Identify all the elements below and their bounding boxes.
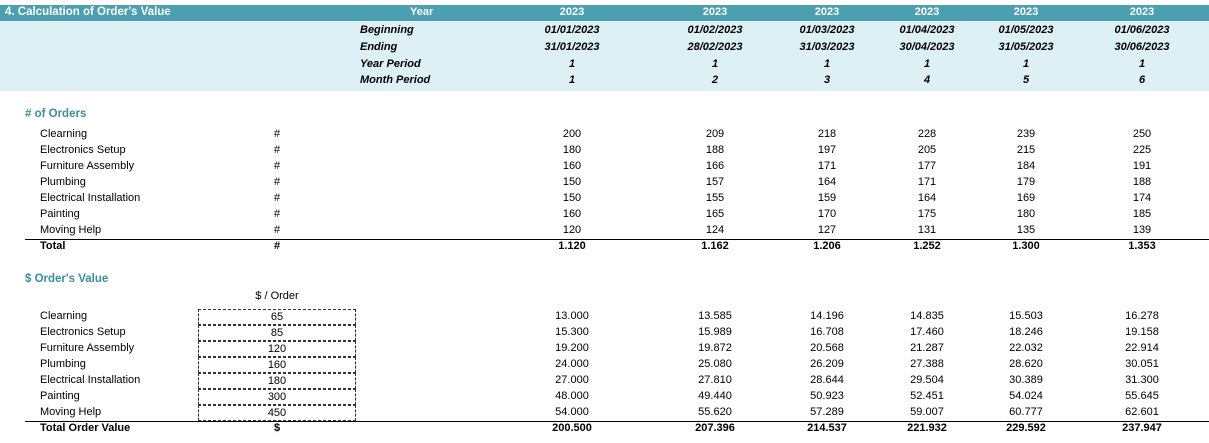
orders-value-cell: 215 bbox=[1016, 144, 1036, 156]
value-row-label: Furniture Assembly bbox=[40, 342, 135, 354]
header-label-year: Year bbox=[410, 6, 434, 18]
orders-value-cell: 197 bbox=[817, 144, 837, 156]
orders-value-cell: 131 bbox=[917, 224, 937, 236]
value-cell: 26.209 bbox=[810, 358, 844, 370]
orders-value-cell: 228 bbox=[917, 128, 937, 140]
orders-value-cell: 250 bbox=[1132, 128, 1152, 140]
value-cell: 27.810 bbox=[698, 374, 732, 386]
orders-value-cell: 170 bbox=[817, 208, 837, 220]
orders-row-label: Moving Help bbox=[40, 224, 102, 236]
orders-value-cell: 185 bbox=[1132, 208, 1152, 220]
orders-value-cell: 184 bbox=[1016, 160, 1036, 172]
value-cell: 28.620 bbox=[1009, 358, 1043, 370]
value-row-label: Electronics Setup bbox=[40, 326, 126, 338]
orders-value-cell: 159 bbox=[817, 192, 837, 204]
header-beginning-cell: 01/03/2023 bbox=[799, 24, 855, 36]
orders-row-label: Electrical Installation bbox=[40, 192, 141, 204]
orders-value-cell: 179 bbox=[1016, 176, 1036, 188]
orders-value-cell: 169 bbox=[1016, 192, 1036, 204]
header-ending-cell: 31/03/2023 bbox=[799, 41, 855, 53]
value-total-cell: 200.500 bbox=[552, 422, 592, 434]
value-total-unit: $ bbox=[273, 422, 281, 434]
header-beginning-cell: 01/05/2023 bbox=[998, 24, 1054, 36]
value-cell: 13.585 bbox=[698, 310, 732, 322]
header-label-year-period: Year Period bbox=[360, 58, 421, 70]
value-row-label: Clearning bbox=[40, 310, 88, 322]
orders-value-cell: 120 bbox=[562, 224, 582, 236]
orders-value-cell: 218 bbox=[817, 128, 837, 140]
value-cell: 14.835 bbox=[910, 310, 944, 322]
orders-row-unit: # bbox=[273, 192, 281, 204]
header-year-cell: 2023 bbox=[914, 6, 940, 18]
value-cell: 54.024 bbox=[1009, 390, 1043, 402]
header-year-cell: 2023 bbox=[702, 6, 728, 18]
header-beginning-cell: 01/04/2023 bbox=[899, 24, 955, 36]
orders-value-cell: 188 bbox=[1132, 176, 1152, 188]
price-header: $ / Order bbox=[255, 290, 299, 302]
orders-total-cell: 1.300 bbox=[1012, 240, 1040, 252]
value-row-label: Electrical Installation bbox=[40, 374, 141, 386]
sheet-title: 4. Calculation of Order's Value bbox=[5, 6, 171, 18]
header-year-period-cell: 1 bbox=[1138, 58, 1146, 70]
orders-total-cell: 1.120 bbox=[558, 240, 586, 252]
orders-total-cell: 1.252 bbox=[913, 240, 941, 252]
value-cell: 30.389 bbox=[1009, 374, 1043, 386]
value-cell: 17.460 bbox=[910, 326, 944, 338]
header-month-period-cell: 4 bbox=[923, 74, 931, 86]
header-label-month-period: Month Period bbox=[360, 74, 431, 86]
value-cell: 59.007 bbox=[910, 406, 944, 418]
header-year-period-cell: 1 bbox=[1022, 58, 1030, 70]
value-cell: 14.196 bbox=[810, 310, 844, 322]
value-cell: 52.451 bbox=[910, 390, 944, 402]
header-year-period-cell: 1 bbox=[823, 58, 831, 70]
header-year-cell: 2023 bbox=[1013, 6, 1039, 18]
header-ending-cell: 31/01/2023 bbox=[544, 41, 600, 53]
value-cell: 27.388 bbox=[910, 358, 944, 370]
header-year-cell: 2023 bbox=[1129, 6, 1155, 18]
value-cell: 29.504 bbox=[910, 374, 944, 386]
header-beginning-cell: 01/01/2023 bbox=[544, 24, 600, 36]
value-cell: 24.000 bbox=[555, 358, 589, 370]
orders-value-cell: 127 bbox=[817, 224, 837, 236]
value-row-label: Painting bbox=[40, 390, 80, 402]
value-cell: 22.032 bbox=[1009, 342, 1043, 354]
orders-value-cell: 160 bbox=[562, 208, 582, 220]
value-row-label: Plumbing bbox=[40, 358, 86, 370]
value-cell: 54.000 bbox=[555, 406, 589, 418]
orders-value-cell: 171 bbox=[917, 176, 937, 188]
value-total-cell: 229.592 bbox=[1006, 422, 1046, 434]
header-ending-cell: 30/04/2023 bbox=[899, 41, 955, 53]
orders-value-cell: 205 bbox=[917, 144, 937, 156]
orders-value-cell: 200 bbox=[562, 128, 582, 140]
value-cell: 49.440 bbox=[698, 390, 732, 402]
orders-row-label: Plumbing bbox=[40, 176, 86, 188]
value-cell: 55.645 bbox=[1125, 390, 1159, 402]
header-year-period-cell: 1 bbox=[711, 58, 719, 70]
value-cell: 57.289 bbox=[810, 406, 844, 418]
value-cell: 15.503 bbox=[1009, 310, 1043, 322]
orders-total-cell: 1.206 bbox=[813, 240, 841, 252]
orders-value-cell: 209 bbox=[705, 128, 725, 140]
value-cell: 19.872 bbox=[698, 342, 732, 354]
value-cell: 31.300 bbox=[1125, 374, 1159, 386]
orders-value-cell: 124 bbox=[705, 224, 725, 236]
header-beginning-cell: 01/02/2023 bbox=[687, 24, 743, 36]
orders-value-cell: 180 bbox=[562, 144, 582, 156]
value-cell: 19.158 bbox=[1125, 326, 1159, 338]
header-ending-cell: 31/05/2023 bbox=[998, 41, 1054, 53]
orders-row-unit: # bbox=[273, 176, 281, 188]
value-cell: 27.000 bbox=[555, 374, 589, 386]
orders-row-label: Furniture Assembly bbox=[40, 160, 135, 172]
value-cell: 48.000 bbox=[555, 390, 589, 402]
orders-value-cell: 150 bbox=[562, 192, 582, 204]
header-beginning-cell: 01/06/2023 bbox=[1114, 24, 1170, 36]
orders-value-cell: 164 bbox=[817, 176, 837, 188]
price-input[interactable]: 65 bbox=[198, 309, 356, 325]
value-cell: 60.777 bbox=[1009, 406, 1043, 418]
value-cell: 15.989 bbox=[698, 326, 732, 338]
value-cell: 50.923 bbox=[810, 390, 844, 402]
orders-value-cell: 171 bbox=[817, 160, 837, 172]
value-cell: 25.080 bbox=[698, 358, 732, 370]
header-year-cell: 2023 bbox=[559, 6, 585, 18]
orders-value-cell: 155 bbox=[705, 192, 725, 204]
header-year-period-cell: 1 bbox=[923, 58, 931, 70]
value-cell: 16.278 bbox=[1125, 310, 1159, 322]
value-cell: 19.200 bbox=[555, 342, 589, 354]
price-input[interactable]: 450 bbox=[198, 405, 356, 421]
value-cell: 20.568 bbox=[810, 342, 844, 354]
orders-value-cell: 175 bbox=[917, 208, 937, 220]
orders-value-cell: 180 bbox=[1016, 208, 1036, 220]
header-label-beginning: Beginning bbox=[360, 24, 414, 36]
value-cell: 22.914 bbox=[1125, 342, 1159, 354]
value-cell: 13.000 bbox=[555, 310, 589, 322]
value-total-cell: 207.396 bbox=[695, 422, 735, 434]
orders-total-label: Total bbox=[40, 240, 66, 252]
orders-value-cell: 166 bbox=[705, 160, 725, 172]
orders-value-cell: 225 bbox=[1132, 144, 1152, 156]
orders-total-cell: 1.162 bbox=[701, 240, 729, 252]
value-cell: 62.601 bbox=[1125, 406, 1159, 418]
orders-row-unit: # bbox=[273, 224, 281, 236]
orders-value-cell: 157 bbox=[705, 176, 725, 188]
value-cell: 15.300 bbox=[555, 326, 589, 338]
value-total-cell: 221.932 bbox=[907, 422, 947, 434]
orders-total-unit: # bbox=[273, 240, 281, 252]
orders-value-cell: 160 bbox=[562, 160, 582, 172]
orders-value-cell: 191 bbox=[1132, 160, 1152, 172]
header-ending-cell: 30/06/2023 bbox=[1114, 41, 1170, 53]
orders-row-unit: # bbox=[273, 208, 281, 220]
header-year-cell: 2023 bbox=[814, 6, 840, 18]
header-month-period-cell: 2 bbox=[711, 74, 719, 86]
orders-total-cell: 1.353 bbox=[1128, 240, 1156, 252]
orders-row-label: Painting bbox=[40, 208, 80, 220]
value-row-label: Moving Help bbox=[40, 406, 102, 418]
value-cell: 55.620 bbox=[698, 406, 732, 418]
header-year-period-cell: 1 bbox=[568, 58, 576, 70]
value-cell: 28.644 bbox=[810, 374, 844, 386]
orders-value-cell: 174 bbox=[1132, 192, 1152, 204]
orders-row-unit: # bbox=[273, 144, 281, 156]
orders-value-cell: 239 bbox=[1016, 128, 1036, 140]
header-month-period-cell: 5 bbox=[1022, 74, 1030, 86]
value-total-label: Total Order Value bbox=[40, 422, 131, 434]
orders-value-cell: 188 bbox=[705, 144, 725, 156]
section-title-value: $ Order's Value bbox=[25, 273, 109, 285]
price-input[interactable]: 160 bbox=[198, 357, 356, 373]
price-input[interactable]: 120 bbox=[198, 341, 356, 357]
orders-value-cell: 135 bbox=[1016, 224, 1036, 236]
value-cell: 30.051 bbox=[1125, 358, 1159, 370]
header-label-ending: Ending bbox=[360, 41, 398, 53]
value-total-cell: 237.947 bbox=[1122, 422, 1162, 434]
value-cell: 21.287 bbox=[910, 342, 944, 354]
value-total-cell: 214.537 bbox=[807, 422, 847, 434]
value-cell: 16.708 bbox=[810, 326, 844, 338]
orders-value-cell: 139 bbox=[1132, 224, 1152, 236]
section-title-orders: # of Orders bbox=[25, 108, 87, 120]
header-month-period-cell: 6 bbox=[1138, 74, 1146, 86]
orders-value-cell: 165 bbox=[705, 208, 725, 220]
price-input[interactable]: 180 bbox=[198, 373, 356, 389]
value-cell: 18.246 bbox=[1009, 326, 1043, 338]
orders-row-label: Electronics Setup bbox=[40, 144, 126, 156]
orders-row-label: Clearning bbox=[40, 128, 88, 140]
orders-value-cell: 150 bbox=[562, 176, 582, 188]
header-month-period-cell: 1 bbox=[568, 74, 576, 86]
orders-row-unit: # bbox=[273, 160, 281, 172]
orders-value-cell: 164 bbox=[917, 192, 937, 204]
header-month-period-cell: 3 bbox=[823, 74, 831, 86]
header-ending-cell: 28/02/2023 bbox=[687, 41, 743, 53]
price-input[interactable]: 85 bbox=[198, 325, 356, 341]
orders-row-unit: # bbox=[273, 128, 281, 140]
orders-value-cell: 177 bbox=[917, 160, 937, 172]
price-input[interactable]: 300 bbox=[198, 389, 356, 405]
